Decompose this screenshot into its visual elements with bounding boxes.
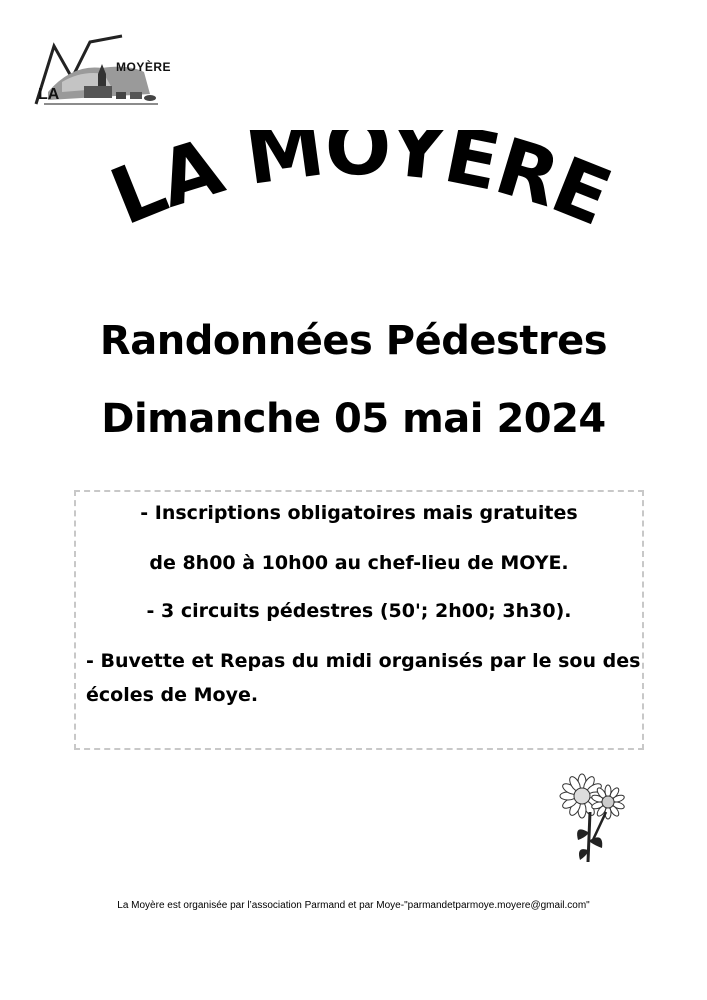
event-title: Randonnées Pédestres bbox=[99, 318, 608, 364]
headline-wordart bbox=[80, 130, 640, 270]
svg-text:LA MOYERE bbox=[99, 130, 621, 243]
moyere-logo bbox=[32, 34, 172, 112]
logo-text-la: LA bbox=[38, 86, 60, 103]
logo-text-moyere: MOYÈRE bbox=[116, 60, 172, 74]
headline-svg bbox=[80, 130, 640, 270]
info-buvette-cont: écoles de Moye. bbox=[86, 684, 259, 706]
info-box bbox=[74, 490, 644, 750]
info-buvette: - Buvette et Repas du midi organisés par le sou des bbox=[86, 650, 641, 672]
event-date: Dimanche 05 mai 2024 bbox=[101, 396, 606, 442]
sunflower-icon bbox=[556, 770, 628, 866]
info-schedule: de 8h00 à 10h00 au chef-lieu de MOYE. bbox=[149, 552, 569, 574]
headline-text: LA MOYERE bbox=[99, 130, 621, 244]
info-circuits: - 3 circuits pédestres (50'; 2h00; 3h30). bbox=[146, 600, 572, 622]
info-registration: - Inscriptions obligatoires mais gratuites bbox=[140, 502, 578, 524]
footer-contact: La Moyère est organisée par l’association Parmand et par Moye-"parmandetparmoye.moyere@gmail.com" bbox=[117, 900, 590, 911]
